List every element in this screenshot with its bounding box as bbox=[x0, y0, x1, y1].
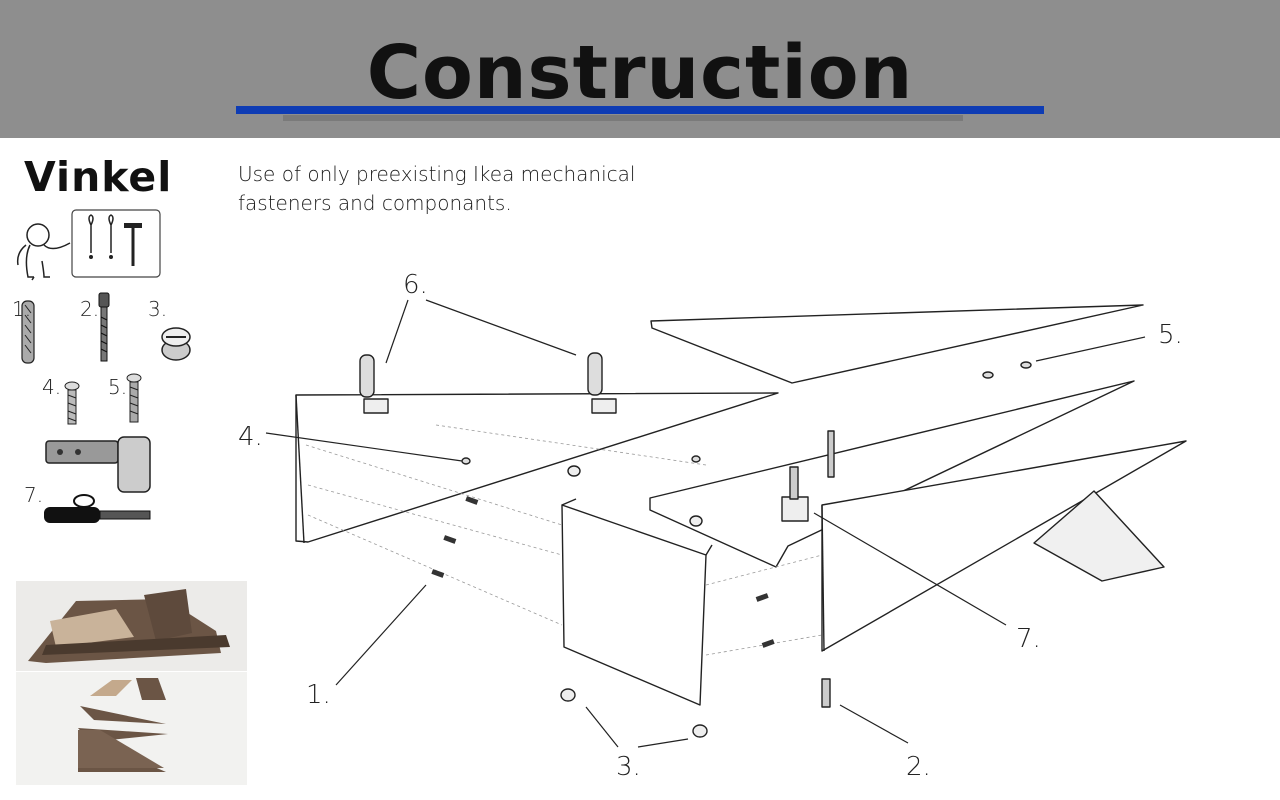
top-panel bbox=[651, 305, 1143, 383]
screw-long-icon bbox=[127, 374, 141, 422]
legend-label-3: 3. bbox=[148, 297, 168, 321]
hinge-right bbox=[588, 353, 616, 413]
brand-name: Vinkel bbox=[24, 153, 173, 201]
middle-panel bbox=[562, 505, 706, 705]
callout-2: 2. bbox=[906, 752, 931, 782]
legend-label-5: 5. bbox=[108, 375, 128, 399]
screw-short-icon bbox=[65, 382, 79, 424]
callout-3: 3. bbox=[616, 752, 641, 782]
callout-7: 7. bbox=[1016, 624, 1041, 654]
cam-bolt-icon bbox=[99, 293, 109, 361]
hinge-left bbox=[360, 355, 388, 413]
page-title: Construction bbox=[366, 30, 914, 116]
callout-6: 6. bbox=[403, 270, 428, 300]
callout-5: 5. bbox=[1158, 320, 1183, 350]
tools-icon bbox=[72, 210, 160, 277]
ikea-person-icon bbox=[18, 224, 70, 280]
description bbox=[238, 160, 658, 218]
callout-4: 4. bbox=[238, 422, 263, 452]
legend-label-4: 4. bbox=[42, 375, 62, 399]
callout-1: 1. bbox=[306, 680, 331, 710]
legend-label-2: 2. bbox=[80, 297, 100, 321]
description-line-2: fasteners and componants. bbox=[238, 191, 512, 215]
prototype-photo-assembled bbox=[16, 581, 247, 671]
hardware-legend bbox=[8, 205, 208, 535]
hinge-icon bbox=[46, 437, 150, 492]
description-line-1: Use of only preexisting Ikea mechanical bbox=[238, 162, 636, 186]
hinge-connector-icon bbox=[44, 495, 150, 523]
prototype-photo-pieces bbox=[16, 672, 247, 785]
legend-label-1: 1. bbox=[12, 297, 32, 321]
legend-label-7: 7. bbox=[24, 483, 44, 507]
cam-lock-icon bbox=[162, 328, 190, 360]
exploded-assembly-drawing bbox=[236, 255, 1236, 790]
